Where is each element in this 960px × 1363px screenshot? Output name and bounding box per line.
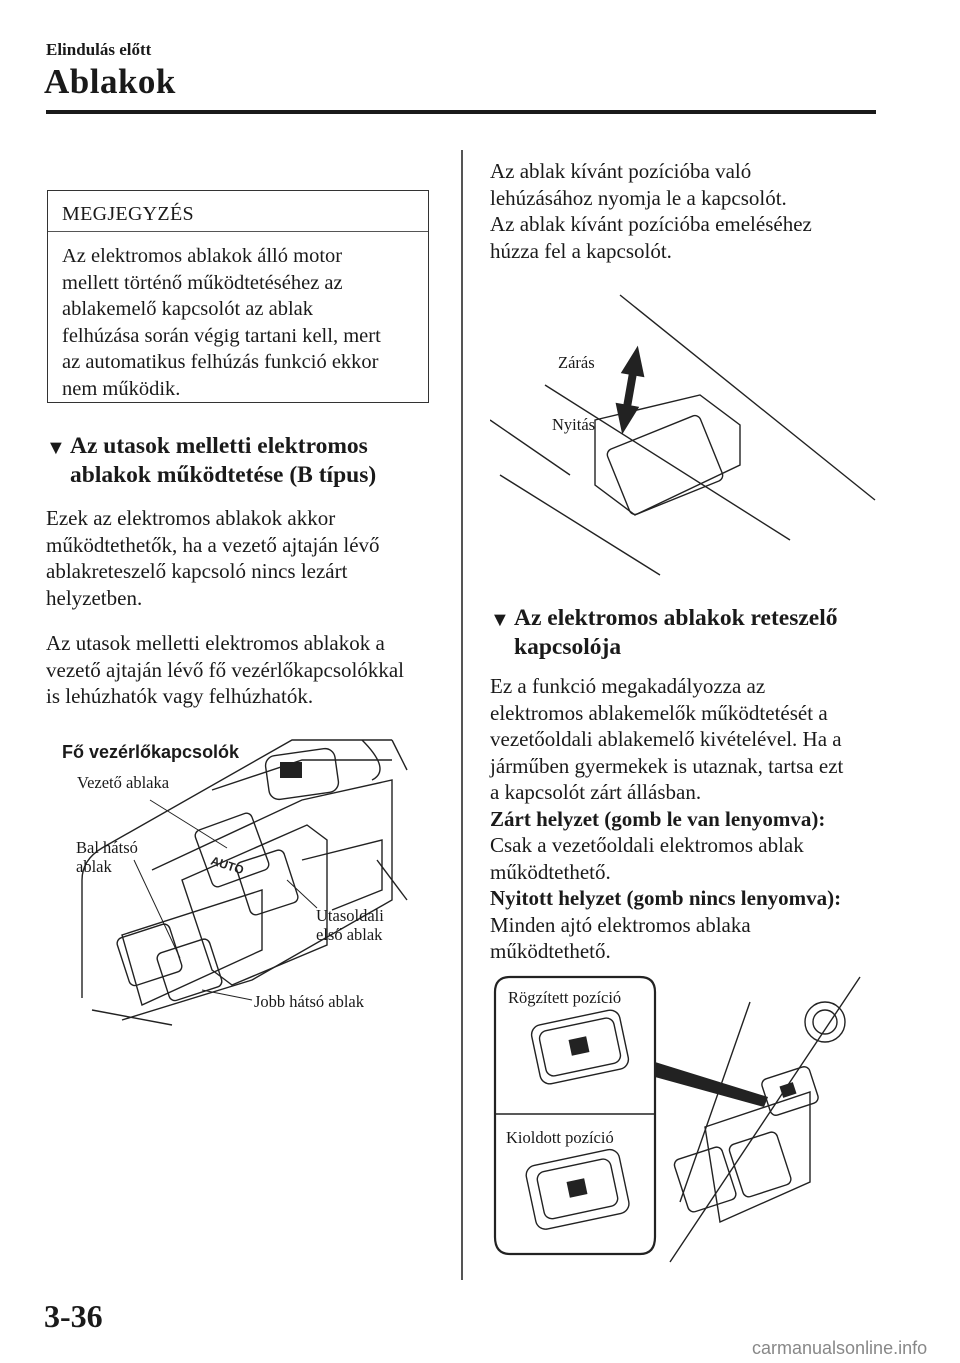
panel-lock-icon xyxy=(779,1082,796,1098)
rear-right-label: Jobb hátsó ablak xyxy=(254,992,364,1011)
section-b-heading-line1: Az utasok melletti elektromos xyxy=(70,433,368,459)
auto-mark: AUTO xyxy=(209,853,246,878)
rear-left-label-line2: ablak xyxy=(76,857,112,876)
unlocked-switch-icon xyxy=(567,1178,588,1197)
front-passenger-label-line2: első ablak xyxy=(316,925,383,944)
para-line: Minden ajtó elektromos ablaka xyxy=(490,912,751,937)
right-intro xyxy=(490,158,890,264)
triangle-bullet-icon: ▼ xyxy=(490,609,510,631)
section-b-heading-line2: ablakok működtetése (B típus) xyxy=(70,462,377,488)
main-controls-label: Fő vezérlőkapcsolók xyxy=(62,742,240,762)
note-line: felhúzása során végig tartani kell, mert xyxy=(62,324,381,347)
lock-heading-line2: kapcsolója xyxy=(514,634,622,660)
close-label: Zárás xyxy=(558,353,595,372)
rear-left-label-line1: Bal hátsó xyxy=(76,838,138,857)
lock-heading-line1: Az elektromos ablakok reteszelő xyxy=(514,605,838,631)
para-line: Ez a funkció megakadályozza az xyxy=(490,674,766,698)
callout-pointer xyxy=(655,1062,768,1107)
para-line: Ezek az elektromos ablakok akkor xyxy=(46,506,336,530)
para-line: lehúzásához nyomja le a kapcsolót. xyxy=(490,185,787,210)
watermark: carmanualsonline.info xyxy=(752,1338,928,1358)
note-line: mellett történő működtetéséhez az xyxy=(62,271,343,294)
note-heading: MEGJEGYZÉS xyxy=(62,203,194,225)
locked-heading: Zárt helyzet (gomb le van lenyomva): xyxy=(490,806,826,831)
para-line: a kapcsolót zárt állásban. xyxy=(490,780,702,804)
lock-section-para xyxy=(490,673,890,965)
section-label: Elindulás előtt xyxy=(46,40,152,59)
up-down-arrow-icon xyxy=(610,344,649,437)
locked-switch-icon xyxy=(569,1036,590,1055)
para-line: Az ablak kívánt pozícióba emeléséhez xyxy=(490,212,812,236)
para-line: ablakreteszelő kapcsoló nincs lezárt xyxy=(46,559,348,583)
lock-switch-figure xyxy=(490,972,880,1267)
section-b-para2 xyxy=(46,630,446,710)
note-line: az automatikus felhúzás funkció ekkor xyxy=(62,351,379,373)
para-line: Az ablak kívánt pozícióba való xyxy=(490,159,752,183)
para-line: működtethető. xyxy=(490,939,611,963)
note-box xyxy=(47,190,429,403)
para-line: elektromos ablakemelők működtetését a xyxy=(490,700,828,725)
lock-switch-icon xyxy=(280,762,302,778)
para-line: működtethető. xyxy=(490,859,611,884)
lock-section-heading xyxy=(490,604,890,662)
rear-left-label xyxy=(76,838,138,876)
triangle-bullet-icon: ▼ xyxy=(46,437,66,459)
section-b-heading xyxy=(46,432,446,490)
para-line: járműben gyermekek is utaznak, tartsa ezt xyxy=(490,753,844,778)
note-line: Az elektromos ablakok álló motor xyxy=(62,245,343,267)
para-line: vezető ajtaján lévő fő vezérlőkapcsolókkal xyxy=(46,657,405,682)
para-line: vezetőoldali ablakemelő kivételével. Ha a xyxy=(490,727,842,751)
note-body xyxy=(62,243,422,402)
para-line: Csak a vezetőoldali elektromos ablak xyxy=(490,833,804,857)
column-divider xyxy=(461,150,463,1280)
note-line: ablakemelő kapcsolót az ablak xyxy=(62,298,314,320)
window-switch-figure xyxy=(490,290,880,580)
para-line: helyzetben. xyxy=(46,585,143,610)
para-line: is lehúzhatók vagy felhúzhatók. xyxy=(46,684,314,708)
para-line: Az utasok melletti elektromos ablakok a xyxy=(46,631,385,655)
note-line: nem működik. xyxy=(62,377,181,400)
front-passenger-label-line1: Utasoldali xyxy=(316,906,384,925)
para-line: húzza fel a kapcsolót. xyxy=(490,238,672,263)
driver-window-label: Vezető ablaka xyxy=(77,773,170,792)
note-divider xyxy=(48,231,428,232)
unlocked-heading: Nyitott helyzet (gomb nincs lenyomva): xyxy=(490,886,842,910)
locked-position-label: Rögzített pozíció xyxy=(508,988,622,1007)
front-passenger-label xyxy=(316,906,384,944)
section-b-para1 xyxy=(46,505,446,611)
title-rule xyxy=(46,110,876,114)
page-number: 3-36 xyxy=(44,1298,103,1334)
para-line: működtethetők, ha a vezető ajtaján lévő xyxy=(46,532,380,557)
open-label: Nyitás xyxy=(552,415,596,434)
page-title: Ablakok xyxy=(44,62,176,101)
unlocked-position-label: Kioldott pozíció xyxy=(506,1128,614,1147)
